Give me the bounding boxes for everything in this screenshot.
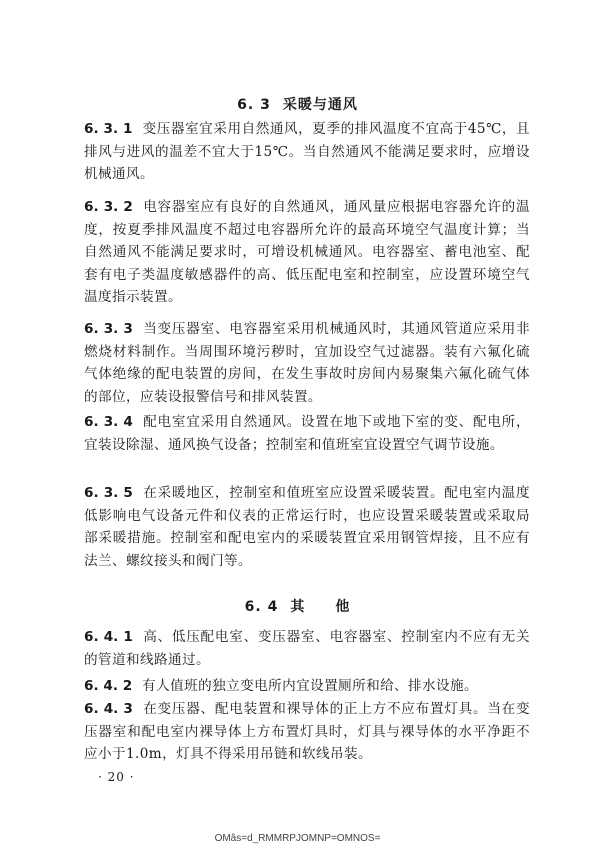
clause-6-4-3	[84, 698, 530, 766]
clause-text: 配电室宜采用自然通风。设置在地下或地下室的变、配电所，宜装设除湿、通风换气设备；控制室和值班室宜设置空气调节设施。	[84, 414, 530, 453]
section-title: 采暖与通风	[282, 97, 358, 113]
section-number: 6. 4	[244, 599, 279, 615]
section-title: 其 他	[290, 599, 351, 615]
clause-6-4-1	[84, 626, 530, 671]
clause-text: 当变压器室、电容器室采用机械通风时，其通风管道应采用非燃烧材料制作。当周围环境污秽时，宜加设空气过滤器。装有六氟化硫气体绝缘的配电装置的房间，在发生事故时房间内易聚集六氟化硫气体的部位，应装设报警信号和排风装置。	[84, 321, 530, 405]
clause-6-3-2	[84, 196, 530, 309]
page-number: · 20 ·	[98, 770, 135, 784]
clause-6-3-1	[84, 118, 530, 186]
clause-6-3-5	[84, 482, 530, 572]
section-number: 6. 3	[237, 97, 271, 113]
clause-number: 6. 3. 3	[84, 321, 133, 337]
clause-number: 6. 4. 2	[84, 678, 133, 694]
watermark-code: OMâs=d_RMMRPJOMNP=OMNOS=	[214, 833, 381, 844]
clause-number: 6. 4. 1	[84, 629, 133, 645]
clause-text: 在采暖地区，控制室和值班室应设置采暖装置。配电室内温度低影响电气设备元件和仪表的正常运行时，也应设置采暖装置或采取局部采暖措施。控制室和配电室内的采暖装置宜采用钢管焊接，且不应有法兰、螺纹接头和阀门等。	[84, 485, 530, 569]
clause-6-3-4	[84, 411, 530, 456]
clause-number: 6. 3. 4	[84, 414, 133, 430]
section-heading-6-4	[0, 596, 595, 616]
clause-text: 变压器室宜采用自然通风，夏季的排风温度不宜高于45℃，且排风与进风的温差不宜大于15℃。当自然通风不能满足要求时，应增设机械通风。	[84, 121, 531, 182]
clause-number: 6. 4. 3	[84, 701, 133, 717]
clause-text: 有人值班的独立变电所内宜设置厕所和给、排水设施。	[142, 678, 479, 694]
clause-6-3-3	[84, 318, 530, 408]
clause-text: 电容器室应有良好的自然通风，通风量应根据电容器允许的温度，按夏季排风温度不超过电容器所允许的最高环境空气温度计算；当自然通风不能满足要求时，可增设机械通风。电容器室、蓄电池室、配套有电子类温度敏感器件的高、低压配电室和控制室，应设置环境空气温度指示装置。	[84, 199, 530, 305]
clause-number: 6. 3. 2	[84, 199, 133, 215]
clause-6-4-2	[84, 675, 530, 698]
section-heading-6-3	[0, 94, 595, 114]
clause-number: 6. 3. 5	[84, 485, 133, 501]
clause-number: 6. 3. 1	[84, 121, 133, 137]
clause-text: 在变压器、配电装置和裸导体的正上方不应布置灯具。当在变压器室和配电室内裸导体上方布置灯具时，灯具与裸导体的水平净距不应小于1.0m，灯具不得采用吊链和软线吊装。	[84, 701, 530, 762]
clause-text: 高、低压配电室、变压器室、电容器室、控制室内不应有无关的管道和线路通过。	[84, 629, 530, 668]
